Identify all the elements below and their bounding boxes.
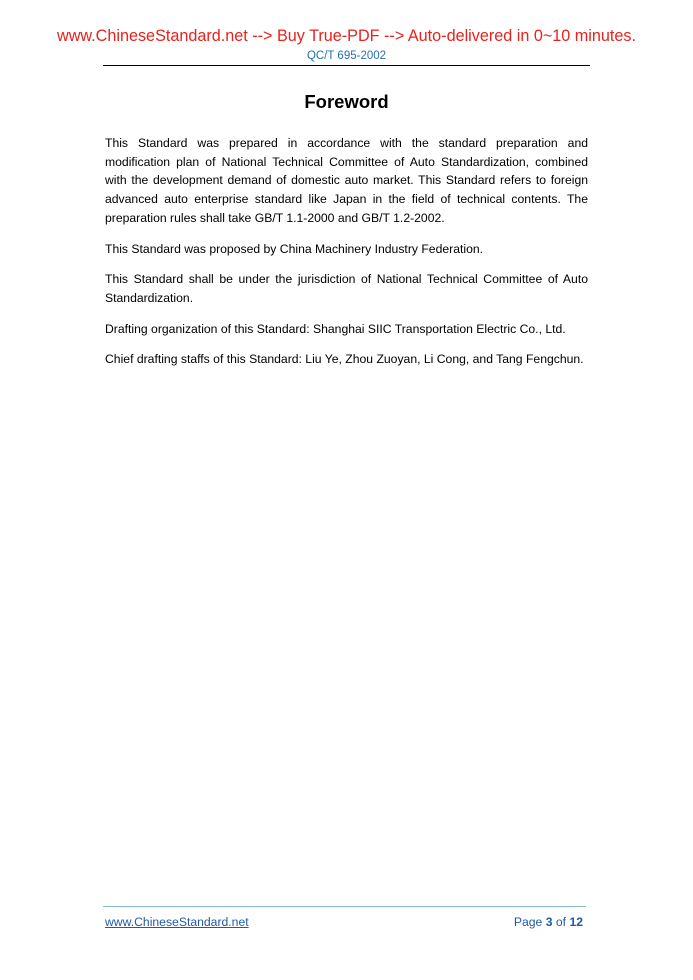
footer-website-link[interactable]: www.ChineseStandard.net [105,915,249,929]
header-divider [103,65,590,66]
paragraph-drafting-organization: Drafting organization of this Standard: Shanghai SIIC Transportation Electric Co., Ltd. [105,321,566,336]
page-total: 12 [569,915,583,929]
paragraph-drafting-staffs: Chief drafting staffs of this Standard: Liu Ye, Zhou Zuoyan, Li Cong, and Tang Fengchun. [105,352,584,367]
top-banner[interactable]: www.ChineseStandard.net --> Buy True-PDF --> Auto-delivered in 0~10 minutes. [57,27,636,45]
footer-divider [103,906,586,907]
page-separator: of [552,915,570,929]
page-number [514,915,583,929]
paragraph-proposed-by: This Standard was proposed by China Machinery Industry Federation. [105,241,484,256]
paragraph-preparation: This Standard was prepared in accordance with the standard preparation and modification plan of National Technical Committee of Auto Standardization, combined with the development demand of domestic auto market. This Standard refers to foreign advanced auto enterprise standard like Japan in the field of technical contents. The preparation rules shall take GB/T 1.1-2000 and GB/T 1.2-2002. [105,136,588,225]
page-prefix: Page [513,915,546,929]
foreword-body [105,134,588,381]
paragraph-jurisdiction: This Standard shall be under the jurisdiction of National Technical Committee of Auto Standardization. [105,272,588,305]
document-code: QC/T 695-2002 [306,50,387,62]
page-current: 3 [545,915,553,929]
page-title: Foreword [304,91,389,112]
